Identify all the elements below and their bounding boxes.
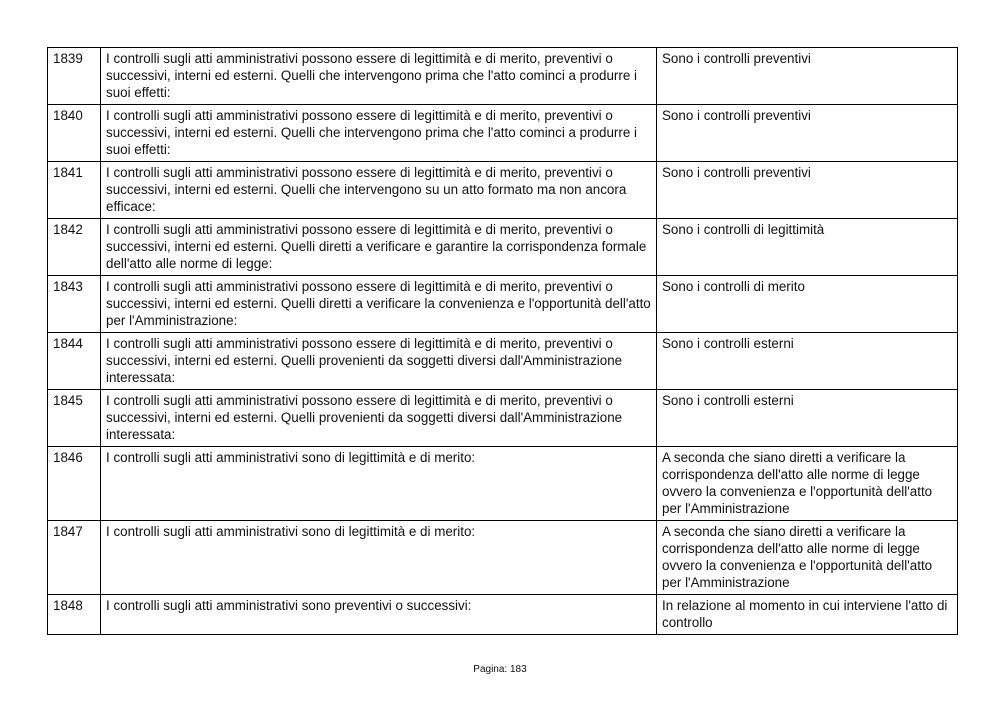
- table-row: [48, 595, 958, 635]
- question-text: I controlli sugli atti amministrativi sono di legittimità e di merito:: [101, 447, 657, 521]
- answer-text: Sono i controlli di legittimità: [657, 219, 958, 276]
- question-number: 1845: [48, 390, 101, 447]
- table-row: [48, 48, 958, 105]
- question-number: 1848: [48, 595, 101, 635]
- question-text: I controlli sugli atti amministrativi possono essere di legittimità e di merito, preventivi o successivi, interni ed esterni. Quelli che intervengono su un atto formato ma non ancora efficace:: [101, 162, 657, 219]
- question-text: I controlli sugli atti amministrativi possono essere di legittimità e di merito, preventivi o successivi, interni ed esterni. Quelli provenienti da soggetti diversi dall'Amministrazione interessata:: [101, 390, 657, 447]
- answer-text: Sono i controlli esterni: [657, 390, 958, 447]
- page-number: Pagina: 183: [473, 664, 527, 675]
- question-text: I controlli sugli atti amministrativi sono preventivi o successivi:: [101, 595, 657, 635]
- table-row: [48, 276, 958, 333]
- question-table: [47, 47, 958, 635]
- answer-text: Sono i controlli preventivi: [657, 48, 958, 105]
- question-number: 1846: [48, 447, 101, 521]
- table-row: [48, 447, 958, 521]
- answer-text: Sono i controlli preventivi: [657, 162, 958, 219]
- table-row: [48, 521, 958, 595]
- answer-text: Sono i controlli preventivi: [657, 105, 958, 162]
- question-text: I controlli sugli atti amministrativi sono di legittimità e di merito:: [101, 521, 657, 595]
- question-number: 1847: [48, 521, 101, 595]
- question-number: 1844: [48, 333, 101, 390]
- table-row: [48, 162, 958, 219]
- question-number: 1839: [48, 48, 101, 105]
- question-number: 1840: [48, 105, 101, 162]
- question-text: I controlli sugli atti amministrativi possono essere di legittimità e di merito, preventivi o successivi, interni ed esterni. Quelli provenienti da soggetti diversi dall'Amministrazione interessata:: [101, 333, 657, 390]
- answer-text: Sono i controlli esterni: [657, 333, 958, 390]
- question-number: 1843: [48, 276, 101, 333]
- answer-text: A seconda che siano diretti a verificare la corrispondenza dell'atto alle norme di legge ovvero la convenienza e l'opportunità dell'atto per l'Amministrazione: [657, 447, 958, 521]
- table-row: [48, 219, 958, 276]
- table-row: [48, 390, 958, 447]
- answer-text: Sono i controlli di merito: [657, 276, 958, 333]
- question-text: I controlli sugli atti amministrativi possono essere di legittimità e di merito, preventivi o successivi, interni ed esterni. Quelli diretti a verificare la convenienza e l'opportunità dell'atto per l'Amministrazione:: [101, 276, 657, 333]
- table-row: [48, 333, 958, 390]
- question-number: 1842: [48, 219, 101, 276]
- answer-text: In relazione al momento in cui interviene l'atto di controllo: [657, 595, 958, 635]
- question-number: 1841: [48, 162, 101, 219]
- question-text: I controlli sugli atti amministrativi possono essere di legittimità e di merito, preventivi o successivi, interni ed esterni. Quelli che intervengono prima che l'atto cominci a produrre i suoi effetti:: [101, 105, 657, 162]
- answer-text: A seconda che siano diretti a verificare la corrispondenza dell'atto alle norme di legge ovvero la convenienza e l'opportunità dell'atto per l'Amministrazione: [657, 521, 958, 595]
- question-text: I controlli sugli atti amministrativi possono essere di legittimità e di merito, preventivi o successivi, interni ed esterni. Quelli diretti a verificare e garantire la corrispondenza formale dell'atto alle norme di legge:: [101, 219, 657, 276]
- question-text: I controlli sugli atti amministrativi possono essere di legittimità e di merito, preventivi o successivi, interni ed esterni. Quelli che intervengono prima che l'atto cominci a produrre i suoi effetti:: [101, 48, 657, 105]
- table-row: [48, 105, 958, 162]
